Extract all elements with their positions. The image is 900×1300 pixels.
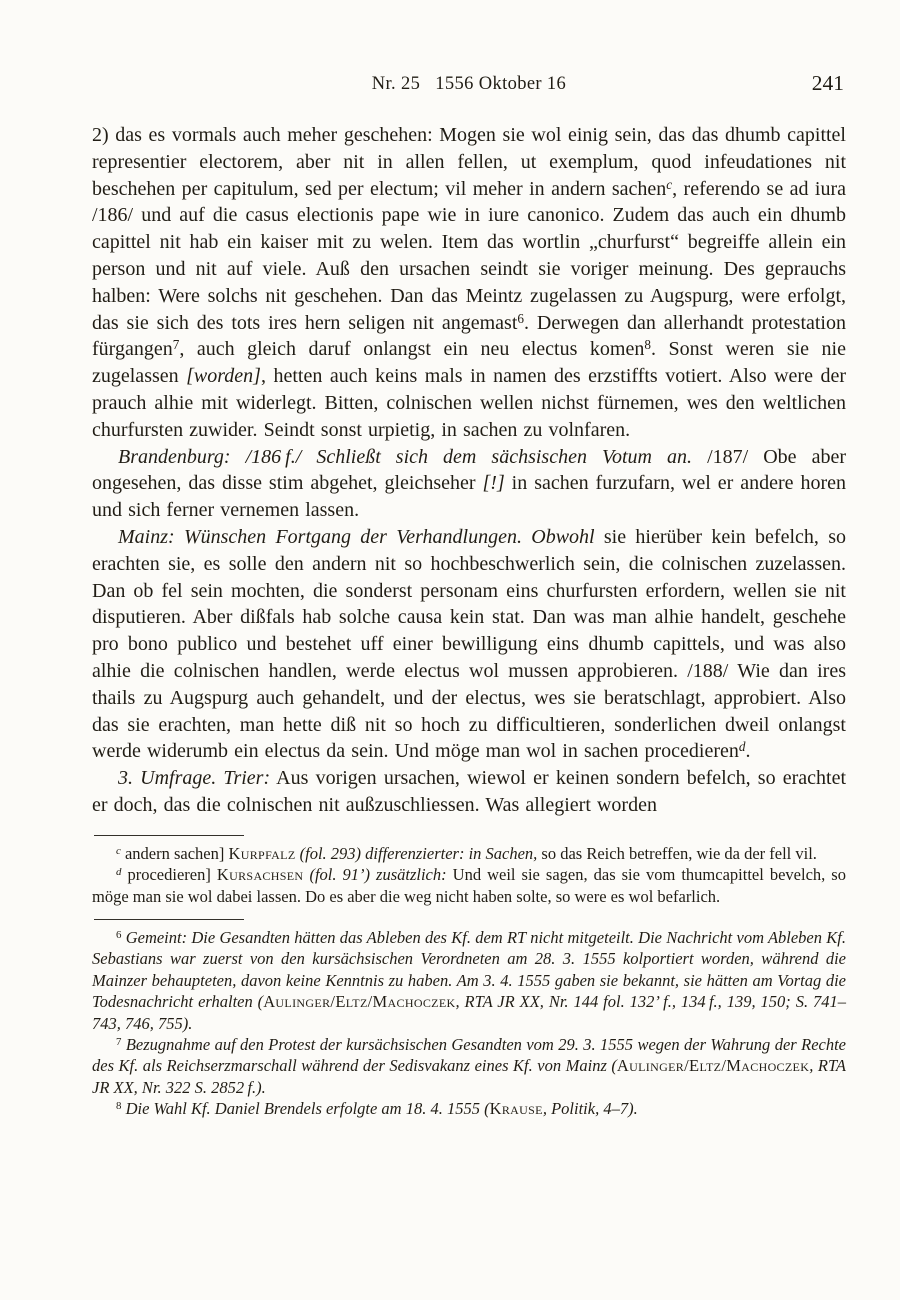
footnote-marker: d [738, 739, 746, 755]
text-run: Und weil sie sagen, das sie vom thumcapittel bevelch, so möge man sie wol dabei lassen. Do es aber die weg nicht haben solte, so were es wol befarlich. [92, 865, 846, 906]
text-run: 3. Umfrage. Trier: [118, 767, 271, 790]
text-run: Bezugnahme auf den Protest der kursächsischen Gesandten vom 29. 3. 1555 wegen der Wahrung der Rechte des Kf. als Reichserzmarschall während der Sedisvakanz eines Kf. von Mainz ( [92, 1034, 846, 1076]
footnote-marker: c [116, 844, 121, 857]
footnote-d [92, 864, 846, 907]
text-run: , Politik, 4–7). [542, 1099, 638, 1119]
text-run: , hetten auch keins mals in namen des erzstiffts votiert. Also were der prauch alhie mit widerlegt. Bitten, colnischen wellen nichst fürnemen, wes den weltlichen churfursten zuwider. Seindt sonst urpietig, in sachen zu volnfaren. [92, 365, 847, 441]
text-run: , RTA JR XX, Nr. 322 S. 2852 f.). [92, 1056, 846, 1097]
text-run: Mainz: Wünschen Fortgang der Verhandlungen. Obwohl [118, 525, 595, 548]
text-run: (fol. 91’) zusätzlich: [303, 865, 447, 885]
footnote-marker: 6 [517, 310, 524, 326]
text-run: Gemeint: Die Gesandten hätten das Ableben des Kf. dem RT nicht mitgeteilt. Die Nachricht vom Ableben Kf. Sebastians war zuerst von den kursächsischen Verordneten am 28. 3. 1555 kolportiert worden, während die Mainzer behaupteten, davon keine Kenntnis zu haben. Am 3. 4. 1555 gaben sie bekannt, sie hätten am Vortag die Todesnachricht erhalten ( [92, 927, 846, 1012]
footnote-6 [92, 927, 846, 1034]
paragraph-mainz [92, 524, 846, 765]
page-header [92, 71, 846, 102]
text-run: Aulinger/Eltz/Machoczek [263, 992, 456, 1012]
text-run: Brandenburg: /186 f./ Schließt sich dem sächsischen Votum an. [118, 445, 693, 468]
text-run: andern sachen] [120, 843, 229, 863]
text-run: procedieren] [121, 865, 217, 885]
footnotes-section [92, 835, 846, 1120]
text-run: /187/ Obe aber ongesehen, das disse stim abgehet, gleichseher [92, 445, 846, 495]
footnote-marker: 7 [172, 337, 180, 353]
text-run: so das Reich betreffen, wie da der fell vil. [537, 843, 817, 863]
text-run: Krause [489, 1099, 543, 1119]
text-run: Aulinger/Eltz/Machoczek [616, 1056, 810, 1076]
footnote-marker: c [666, 176, 673, 192]
paragraph-vote-cologne [92, 122, 846, 444]
footnote-marker: 7 [116, 1036, 122, 1049]
text-run: 2) das es vormals auch meher geschehen: Mogen sie wol einig sein, das das dhumb capittel representier electorem, aber nit in allen fellen, ut exemplum, quod infeudationes nit beschehen per capitulum, sed per electum; vil meher in andern sachen [92, 124, 846, 200]
text-run: (fol. 293) differenzierter: in Sachen, [295, 843, 538, 863]
page-number: 241 [811, 71, 844, 95]
main-text [92, 122, 846, 819]
variant-notes-group [92, 843, 846, 907]
footnote-separator [94, 919, 244, 920]
running-head: Nr. 25 1556 Oktober 16 [371, 74, 567, 94]
text-run: Kursachsen [216, 865, 304, 885]
footnote-8 [92, 1098, 846, 1119]
text-run: Aus vorigen ursachen, wiewol er keinen sondern befelch, so erachtet er doch, das die colnischen nit außzuschliessen. Was allegiert worden [92, 767, 847, 816]
text-run: , referendo se ad iura /186/ und auf die casus electionis pape wie in iure canonico. Zudem das auch ein dhumb capittel nit hab ein kaiser mit zu welen. Item das wortlin „churfurst“ begreiffe allein ein person und nit auf viele. Auß den ursachen seindt sie voriger meinung. Des geprauchs halben: Were solchs nit geschehen. Dan das Meintz zugelassen zu Augspurg, were erfolgt, das sie sich des tots ires hern seligen nit angemast [92, 177, 846, 334]
paragraph-brandenburg [92, 444, 846, 524]
paragraph-umfrage-trier [92, 765, 846, 819]
footnote-marker: 8 [116, 1100, 122, 1113]
footnote-7 [92, 1034, 846, 1098]
text-run: , RTA JR XX, Nr. 144 fol. 132’ f., 134 f., 139, 150; S. 741–743, 746, 755). [92, 992, 847, 1033]
text-run: . [745, 740, 751, 763]
text-run: sie hierüber kein befelch, so erachten sie, es solle den andern nit so hochbeschwerlich sein, die colnischen zuzelassen. Dan ob fel sein mochten, die sonderst personam eins churfursten erfordern, wellen sie nit disputieren. Aber dißfals hab solche causa kein stat. Dan was man alhie handelt, geschehe pro bono publico und bestehet uff einer bewilligung eins dhumb capittels, und was also alhie die colnischen handlen, werde electus wol mussen approbieren. /188/ Wie dan ires thails zu Augspurg auch gehandelt, und der electus, wes sie beratschlagt, approbiert. Also das sie erachten, man hette diß nit so hoch zu difficultieren, sonderlichen dweil onlangst werde widerumb ein electus da sein. Und möge man wol in sachen procedieren [92, 525, 846, 763]
footnote-marker: 6 [116, 929, 122, 942]
text-run: in sachen furzufarn, wel er andere horen und sich ferner vernemen lassen. [92, 472, 846, 522]
footnote-marker: d [116, 866, 122, 879]
text-run: Kurpfalz [228, 843, 296, 863]
footnote-separator [94, 835, 244, 836]
text-run: . Derwegen dan allerhandt protestation fürgangen [92, 311, 846, 361]
text-run: Die Wahl Kf. Daniel Brendels erfolgte am 18. 4. 1555 ( [121, 1099, 490, 1119]
footnote-marker: 8 [644, 337, 651, 353]
text-run: , auch gleich daruf onlangst ein neu electus komen [179, 338, 645, 361]
text-run: . Sonst weren sie nie zugelassen [92, 338, 846, 388]
text-run: [worden] [186, 365, 261, 388]
commentary-notes-group [92, 927, 846, 1120]
footnote-c [92, 843, 846, 864]
text-run: [!] [482, 472, 505, 495]
